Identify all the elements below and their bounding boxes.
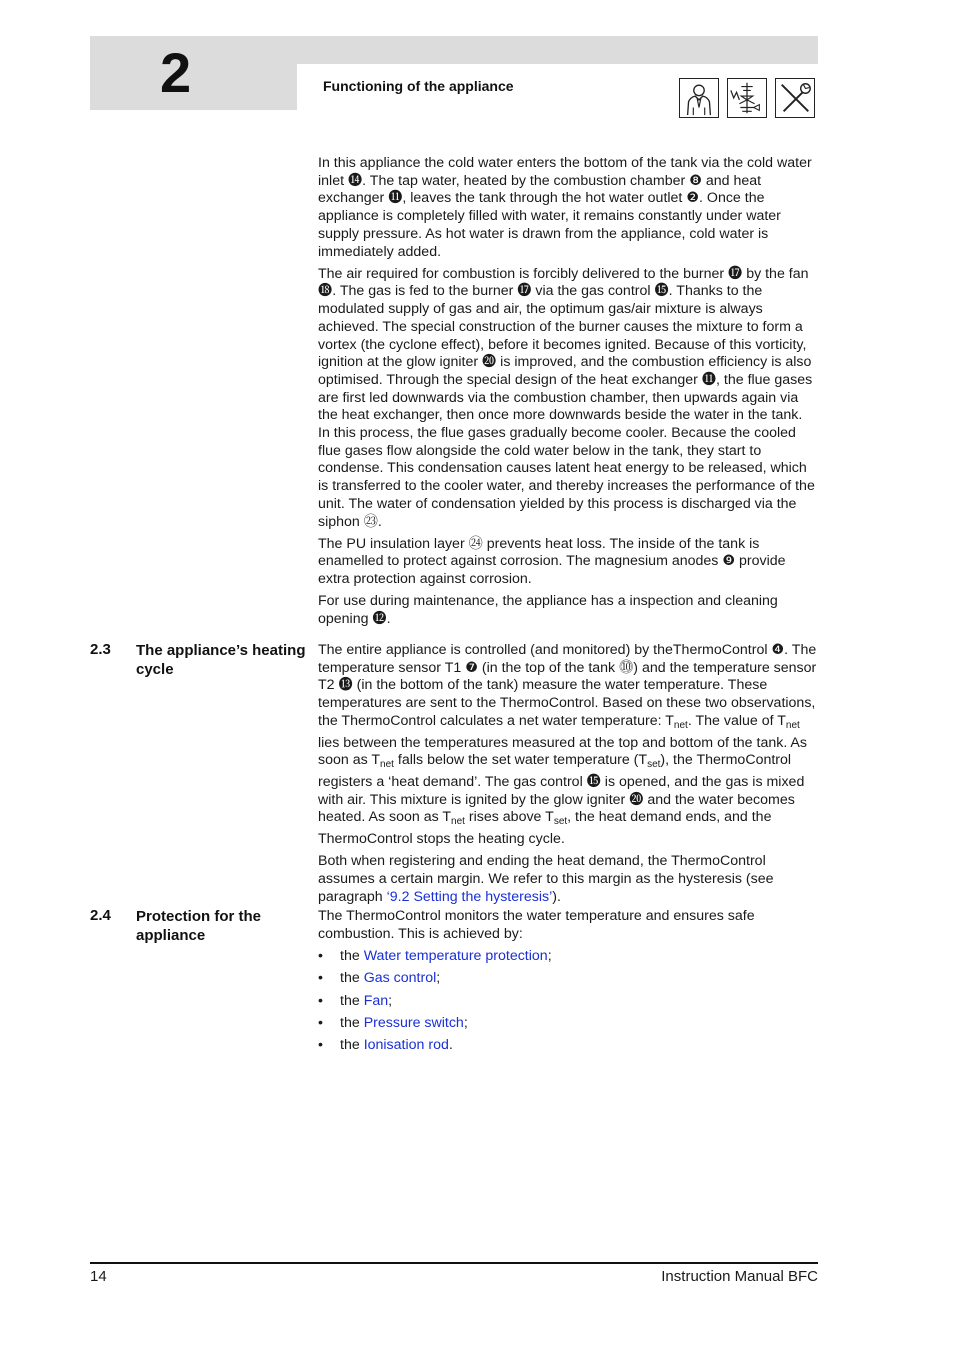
intro-paragraph-3: The PU insulation layer ㉔ prevents heat loss. The inside of the tank is enamelled to protect against corrosion. The magnesium anodes ❾ provide extra protection against corrosion. — [318, 535, 786, 588]
pressure-switch-link[interactable]: Pressure switch — [363, 1015, 464, 1032]
user-icon — [679, 78, 719, 118]
gas-control-link[interactable]: Gas control — [363, 970, 437, 987]
list-item: • the Pressure switch; — [318, 1015, 468, 1032]
chapter-number: 2 — [160, 41, 192, 104]
ionisation-rod-link[interactable]: Ionisation rod — [363, 1037, 449, 1054]
chapter-title: Functioning of the appliance — [323, 78, 514, 94]
hysteresis-paragraph: Both when registering and ending the heat demand, the ThermoControl assumes a certain margin. We refer to this margin as the hysteresis (see paragraph ‘9.2 Setting the hysteresis’). — [318, 853, 774, 905]
list-item: • the Gas control; — [318, 970, 441, 987]
page-number: 14 — [90, 1268, 107, 1285]
manual-title: Instruction Manual BFC — [661, 1268, 818, 1285]
list-item: • the Fan; — [318, 992, 393, 1009]
section-2-3-number: 2.3 — [90, 641, 111, 658]
protection-intro: The ThermoControl monitors the water temperature and ensures safe combustion. This is achieved by: — [318, 908, 755, 942]
intro-paragraph-2: The air required for combustion is forcibly delivered to the burner ⓱ by the fan ⓲. The gas is fed to the burner ⓱ via the gas control ⓯. Thanks to the modulated supply of gas and air, the optimum gas/air mixture is always achieved. The special construction of the burner causes the mixture to form a vortex (the cyclone effect), before it becomes ignited. Because of this vorticity, ignition at the glow igniter ⓴ is improved, and the combustion efficiency is also optimised. Through the special design of the heat exchanger ⓫, the flue gases are first led downwards via the combustion chamber, then upwards again via the heat exchanger, then once more downwards beside the water in the tank. In this process, the flue gases gradually become cooler. Because the cooled flue gases flow alongside the cold water below in the tank, they start to condense. This condensation causes latent heat energy to be released, which is transferred to the cooler water, and thereby increases the performance of the unit. The water of condensation yielded by this process is discharged via the siphon ㉓. — [318, 265, 815, 530]
intro-paragraph-4: For use during maintenance, the appliance has a inspection and cleaning opening ⓬. — [318, 593, 778, 628]
installer-valve-icon — [727, 78, 767, 118]
protection-list — [318, 948, 818, 1055]
fan-link[interactable]: Fan — [363, 992, 389, 1009]
section-2-3-title: The appliance’s heating cycle — [136, 642, 306, 678]
list-item: • the Water temperature protection; — [318, 947, 552, 964]
chapter-box — [90, 36, 297, 110]
list-item: • the Ionisation rod. — [318, 1037, 453, 1054]
water-temperature-protection-link[interactable]: Water temperature protection — [363, 947, 548, 964]
section-2-3-body — [318, 642, 818, 911]
heating-cycle-paragraph: The entire appliance is controlled (and monitored) by theThermoControl ❹. The temperature sensor T1 ❼ (in the top of the tank ⓾) and the temperature sensor T2 ⓭ (in the bottom of the tank) measure the water temperature. These temperatures are sent to the ThermoControl. Based on these two observations, the ThermoControl calculates a net water temperature: $T_{net}$. The value of $T_{net}$ lies between the temperatures measured at the top and bottom of the tank. As soon as $T_{net}$ falls below the set water temperature $(T_{set})$, the ThermoControl registers a ‘heat demand’. The gas control ⓯ is opened, and the gas is mixed with air. This mixture is ignited by the glow igniter ⓴ and the water becomes heated. As soon as $T_{net}$ rises above $T_{set}$, the heat demand ends, and the ThermoControl stops the heating cycle. — [318, 642, 817, 848]
intro-paragraph-1: In this appliance the cold water enters the bottom of the tank via the cold water inlet ⓮. The tap water, heated by the combustion chamber ❽ and heat exchanger ⓫, leaves the tank through the hot water outlet ❷. Once the appliance is completely filled with water, it remains constantly under water supply pressure. As hot water is drawn from the appliance, cold water is immediately added. — [318, 155, 812, 260]
section-2-4-body — [318, 908, 818, 1060]
section-2-4-number: 2.4 — [90, 907, 111, 924]
service-tools-icon — [775, 78, 815, 118]
footer-rule — [90, 1262, 818, 1264]
intro-section — [318, 155, 818, 633]
section-2-4-title: Protection for the appliance — [136, 908, 262, 944]
hysteresis-link[interactable]: 9.2 Setting the hysteresis — [389, 888, 550, 905]
